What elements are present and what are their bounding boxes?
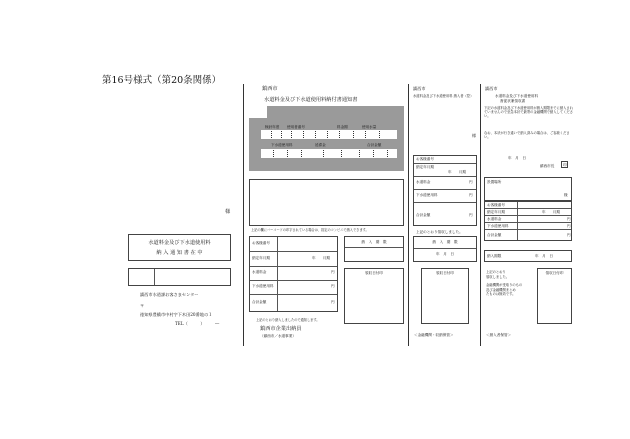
- right-body: 下記の水道料金及び下水道使用料が納入期限までに納入されていませんので至急本状で最寄の金融機関で納入してください。: [484, 106, 574, 119]
- data-strip-2: [261, 149, 397, 158]
- perforation-line-3: [480, 84, 481, 346]
- receipt-deadline-label: 納 入 期 限: [432, 240, 458, 244]
- notice-box-line2: 納 入 通 知 書 在 中: [156, 250, 203, 256]
- right-body2: なお、本状が行き違いで納入済みの場合は、ご容赦ください。: [484, 131, 570, 140]
- receipt-fee-table: [413, 155, 477, 226]
- right-yen-1: 円: [567, 217, 571, 221]
- form-number-title: 第16号様式（第20条関係）: [102, 75, 222, 86]
- right-row-period: 納定年月期: [487, 210, 505, 214]
- main-deadline-label: 納 入 期 限: [361, 240, 387, 244]
- sender-address: 徳知県豊橋市中村字下木田20番地の１: [140, 312, 213, 317]
- receipt-honorific: 様: [472, 133, 477, 138]
- main-issuer: 鎮西市企業出納員: [260, 326, 302, 332]
- right-address-box: [484, 177, 572, 201]
- data-strip-1: [261, 130, 397, 139]
- right-footer-line-4: 金融機関が受取りのもの: [486, 283, 523, 288]
- receipt-yen-3: 円: [469, 213, 473, 217]
- right-deadline-box: [484, 250, 572, 262]
- right-subtitle: 督促状兼領収書: [500, 99, 526, 103]
- right-row-total: 合計金額: [487, 233, 502, 237]
- main-fee-table: [249, 236, 338, 312]
- receipt-row-period-suffix: 年 月期: [448, 170, 466, 174]
- right-footer-line-6: たものは無効です。: [486, 292, 516, 297]
- label-user-number: 使用者番号: [287, 125, 305, 129]
- barcode-area: [249, 179, 404, 226]
- receipt-row-period: 納定年月期: [416, 165, 434, 169]
- receipt-yen-1: 円: [469, 180, 473, 184]
- main-yen-3: 円: [331, 300, 335, 304]
- main-yen-2: 円: [331, 284, 335, 288]
- sender-postal: 〒: [140, 303, 145, 308]
- label-late-fee: 延滞金: [315, 143, 326, 147]
- right-stamp-box: [537, 268, 572, 324]
- main-issuer-sub: （鎮西市／水道事業）: [260, 334, 296, 338]
- receipt-deadline-date: 年 月 日: [436, 252, 454, 256]
- receipt-note: 上記のとおり領収しました。: [416, 230, 463, 234]
- right-fee-table: [484, 201, 572, 241]
- right-footer: [486, 270, 522, 297]
- right-row-period-suffix: 年 月期: [542, 210, 560, 214]
- right-deadline-date: 年 月 日: [535, 254, 553, 258]
- right-stamp-label: 領収日付印: [545, 271, 564, 275]
- right-date: 年 月 日: [508, 156, 526, 160]
- main-receipt-stamp-label: 領収日付印: [365, 271, 383, 275]
- receipt-row-total: 合計金額: [416, 213, 431, 217]
- right-footer-line-5: 及び金融機関まとめ: [486, 287, 516, 292]
- sender-tel: TEL（ ） ―: [175, 321, 220, 326]
- main-yen-1: 円: [331, 270, 335, 274]
- receipt-yen-2: 円: [469, 193, 473, 197]
- right-seal-box: [561, 161, 568, 168]
- main-receipt-stamp-box: [344, 268, 404, 324]
- main-footer-note: 上記のとおり納入しましたので通知します。: [256, 318, 320, 322]
- left-stub-honorific: 様: [225, 209, 231, 215]
- right-city: 鎮西市: [485, 86, 498, 91]
- receipt-stamp-label: 領収日付印: [436, 271, 454, 275]
- main-city: 鎮西市: [262, 86, 278, 92]
- sender-name: 鎮西市水道課お客さまセンター: [140, 292, 199, 297]
- right-address-label: 設置場所: [487, 180, 502, 184]
- right-deadline-label: 納入期限: [487, 254, 502, 258]
- receipt-header: 水道料金及び下水道使用料 納入者（控）: [413, 94, 474, 98]
- right-yen-2: 円: [567, 224, 571, 228]
- barcode-instruction: 上記の欄にバーコードの印字されている場合は、指定のコンビニで納入できます。: [251, 228, 369, 232]
- main-row-water-fee: 水道料金: [252, 270, 267, 274]
- main-row-customer-no: お客様番号: [252, 241, 270, 245]
- notice-box-line1: 水道料金及び下水道使用料: [148, 240, 211, 246]
- perforation-line-2: [408, 84, 409, 346]
- right-title: 水道料金及び下水道使用料: [495, 94, 539, 98]
- receipt-bank-note: ＜金融機関・収納保管＞: [414, 333, 454, 337]
- left-stub-window-box: [128, 268, 231, 286]
- gray-data-panel: [249, 106, 404, 171]
- right-footer-line-2: 領収しました。: [486, 274, 510, 279]
- receipt-city: 鎮西市: [413, 86, 426, 91]
- receipt-row-water-fee: 水道料金: [416, 180, 431, 184]
- main-row-period: 納定年月期: [252, 256, 270, 260]
- right-mayor: 鎮西市長: [540, 164, 555, 168]
- right-row-sewer-fee: 下水道使用料: [487, 224, 509, 228]
- left-stub-notice-box: [128, 234, 231, 261]
- label-sewer-fee: 下水道使用料: [271, 143, 293, 147]
- perforation-line-1: [243, 84, 244, 346]
- right-bottom-note: ＜納入者保管＞: [486, 333, 512, 337]
- main-deadline-box: [344, 236, 404, 262]
- right-row-water-fee: 水道料金: [487, 217, 502, 221]
- main-row-total: 合計金額: [252, 300, 267, 304]
- label-total: 合計金額: [367, 143, 382, 147]
- right-footer-line-1: 上記のとおり: [486, 270, 506, 274]
- receipt-stamp-box: [421, 268, 469, 324]
- receipt-row-customer-no: お客様番号: [416, 157, 434, 161]
- right-customer-honorific: 様: [564, 193, 568, 197]
- main-row-sewer-fee: 下水道使用料: [252, 284, 274, 288]
- receipt-deadline-box: [413, 236, 477, 262]
- label-usage: 使用水量: [362, 125, 377, 129]
- main-title: 水道料金及び下水道使用料納付書通知書: [264, 97, 358, 103]
- label-period: 料金期: [337, 125, 348, 129]
- label-fiscal-year: 検針年度: [265, 125, 280, 129]
- right-seal: 印: [563, 163, 567, 167]
- right-row-customer-no: お客様番号: [487, 203, 505, 207]
- receipt-row-sewer-fee: 下水道使用料: [416, 193, 438, 197]
- right-yen-3: 円: [567, 233, 571, 237]
- main-row-period-suffix: 年 月期: [312, 256, 330, 260]
